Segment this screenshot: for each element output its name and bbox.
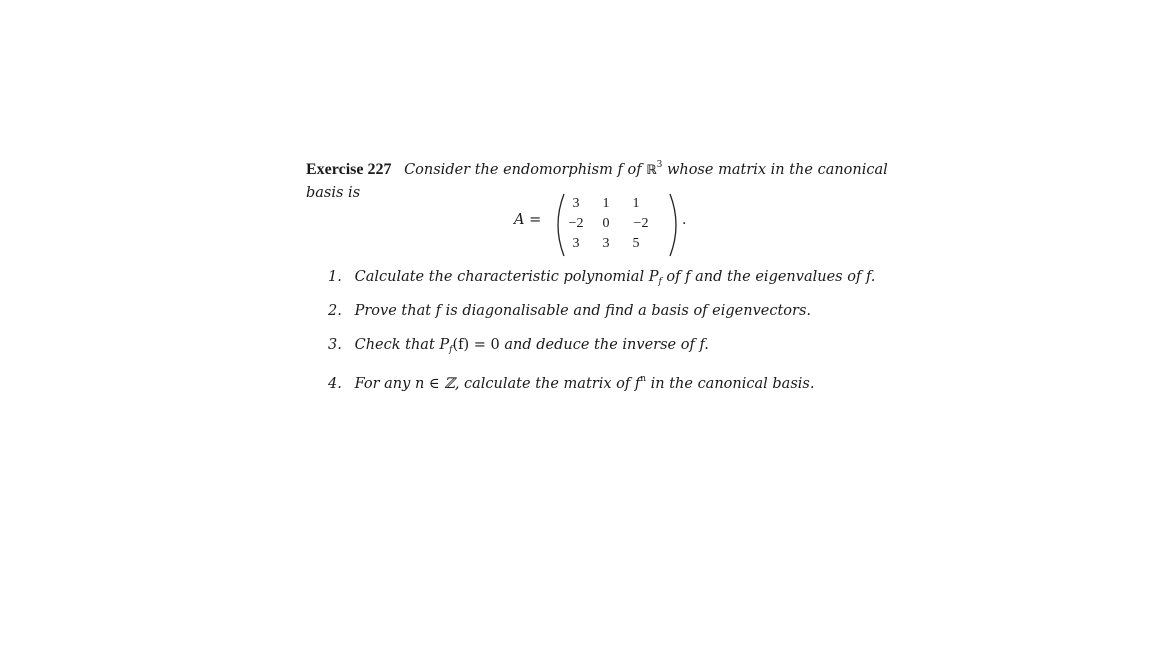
item-number: 2.: [328, 303, 342, 319]
exercise-title: Exercise 227: [306, 161, 392, 178]
item-number: 4.: [328, 376, 342, 392]
list-item: [328, 300, 908, 334]
symbol-f: f: [617, 162, 623, 178]
item-text: Calculate the characteristic polynomial: [354, 269, 645, 285]
matrix-cell: 3: [602, 236, 610, 251]
matrix-cell: 1: [632, 196, 640, 211]
symbol-P: P: [648, 269, 659, 285]
intro-text: Consider the endomorphism: [404, 162, 613, 178]
list-item: [328, 368, 908, 402]
symbol-P: P: [439, 337, 450, 353]
exercise-statement: [306, 154, 896, 182]
symbol-f: f.: [699, 337, 709, 353]
subscript-f: f: [658, 277, 662, 287]
symbol-R: ℝ: [646, 163, 657, 178]
symbol-f: f: [634, 376, 641, 392]
question-list: [328, 266, 908, 402]
matrix: [550, 192, 690, 258]
item-number: 3.: [328, 337, 342, 353]
matrix-cell: 3: [572, 196, 580, 211]
symbol-n: n ∈ ℤ,: [414, 376, 460, 392]
right-parenthesis: [670, 194, 676, 256]
matrix-cell: 5: [632, 236, 640, 251]
matrix-cell: 1: [602, 196, 610, 211]
matrix-cell: 0: [602, 216, 610, 231]
matrix-cell: 3: [572, 236, 580, 251]
item-text: For any: [354, 376, 411, 392]
item-text: calculate the matrix of: [464, 376, 631, 392]
matrix-label: A =: [514, 212, 542, 228]
item-text: Check that: [354, 337, 435, 353]
intro-text-3: basis is: [306, 185, 361, 201]
matrix-cell: −2: [633, 216, 649, 231]
item-text: in the canonical basis.: [650, 376, 815, 392]
symbol-f: f: [685, 269, 691, 285]
equation: (f) = 0: [452, 337, 500, 353]
symbol-f: f.: [865, 269, 876, 285]
item-text: Prove that: [354, 303, 432, 319]
subscript-f: f: [449, 345, 453, 355]
list-item: [328, 266, 908, 300]
superscript-n: n: [640, 374, 647, 384]
left-parenthesis: [558, 194, 564, 256]
matrix-period: .: [682, 212, 687, 228]
item-text: is diagonalisable and find a basis of eigenvectors.: [445, 303, 812, 319]
word-of: of: [627, 162, 642, 178]
power-3: 3: [656, 160, 663, 170]
matrix-cell: −2: [568, 216, 584, 231]
exercise-block: [306, 154, 896, 392]
item-text: and deduce the inverse of: [504, 337, 695, 353]
symbol-f: f: [435, 303, 442, 319]
matrix-display: [514, 192, 714, 258]
list-item: [328, 334, 908, 368]
item-number: 1.: [328, 269, 342, 285]
item-text: and the eigenvalues of: [695, 269, 862, 285]
item-text: of: [666, 269, 681, 285]
intro-text-2: whose matrix in the canonical: [666, 162, 888, 178]
